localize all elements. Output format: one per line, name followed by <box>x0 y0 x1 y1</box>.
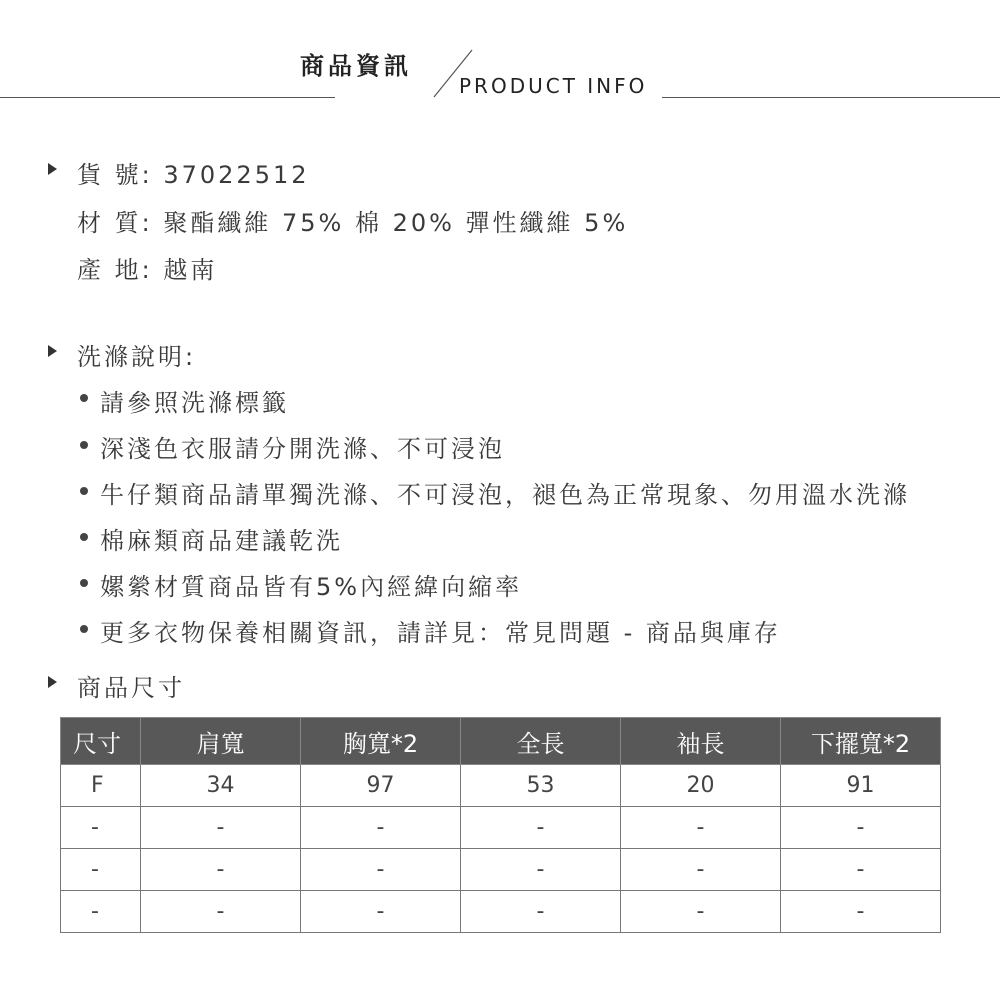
column-header: 肩寬 <box>141 718 301 765</box>
table-cell: - <box>461 849 621 891</box>
bullet-dot-icon <box>80 487 88 495</box>
table-cell: - <box>61 807 141 849</box>
bullet-dot-icon <box>80 441 88 449</box>
table-cell: - <box>621 807 781 849</box>
material: 材 質: 聚酯纖維 75% 棉 20% 彈性纖維 5% <box>77 209 629 237</box>
table-cell: - <box>621 849 781 891</box>
table-cell: - <box>301 849 461 891</box>
table-cell: 97 <box>301 765 461 807</box>
triangle-bullet-icon <box>48 163 57 175</box>
washing-item: 請參照洗滌標籤 <box>100 389 289 417</box>
table-cell: - <box>781 891 941 933</box>
washing-title: 洗滌說明: <box>77 343 197 371</box>
table-cell: - <box>141 849 301 891</box>
table-cell: - <box>61 849 141 891</box>
size-table <box>60 717 941 933</box>
washing-item: 棉麻類商品建議乾洗 <box>100 527 343 555</box>
column-header: 袖長 <box>621 718 781 765</box>
washing-item: 深淺色衣服請分開洗滌、不可浸泡 <box>100 435 505 463</box>
table-cell: - <box>61 891 141 933</box>
bullet-dot-icon <box>80 533 88 541</box>
table-row <box>61 849 941 891</box>
origin: 產 地: 越南 <box>77 256 218 284</box>
table-cell: - <box>301 891 461 933</box>
triangle-bullet-icon <box>48 345 57 357</box>
table-row <box>61 891 941 933</box>
table-cell: 20 <box>621 765 781 807</box>
item-number: 貨 號: 37022512 <box>77 161 310 189</box>
table-cell: 91 <box>781 765 941 807</box>
column-header: 胸寬*2 <box>301 718 461 765</box>
table-cell: 34 <box>141 765 301 807</box>
table-row <box>61 765 941 807</box>
table-cell: - <box>141 891 301 933</box>
header-title-zh: 商品資訊 <box>300 52 412 80</box>
bullet-dot-icon <box>80 625 88 633</box>
washing-item: 牛仔類商品請單獨洗滌、不可浸泡，褪色為正常現象、勿用溫水洗滌 <box>100 481 910 509</box>
table-cell: - <box>621 891 781 933</box>
triangle-bullet-icon <box>48 676 57 688</box>
table-cell: - <box>781 807 941 849</box>
washing-item: 更多衣物保養相關資訊，請詳見：常見問題 - 商品與庫存 <box>100 619 781 647</box>
table-cell: 53 <box>461 765 621 807</box>
size-table-header-row <box>61 718 941 765</box>
header-divider-left <box>0 97 335 98</box>
table-cell: - <box>461 891 621 933</box>
table-cell: F <box>61 765 141 807</box>
column-header: 下擺寬*2 <box>781 718 941 765</box>
washing-item: 嫘縈材質商品皆有5%內經緯向縮率 <box>100 573 523 601</box>
header-divider-right <box>662 97 1000 98</box>
table-cell: - <box>461 807 621 849</box>
table-row <box>61 807 941 849</box>
table-cell: - <box>141 807 301 849</box>
column-header: 全長 <box>461 718 621 765</box>
column-header: 尺寸 <box>61 718 141 765</box>
bullet-dot-icon <box>80 394 88 402</box>
section-header <box>0 0 1000 110</box>
table-cell: - <box>301 807 461 849</box>
table-cell: - <box>781 849 941 891</box>
bullet-dot-icon <box>80 579 88 587</box>
header-title-en: PRODUCT INFO <box>459 74 648 98</box>
size-title: 商品尺寸 <box>77 674 185 702</box>
